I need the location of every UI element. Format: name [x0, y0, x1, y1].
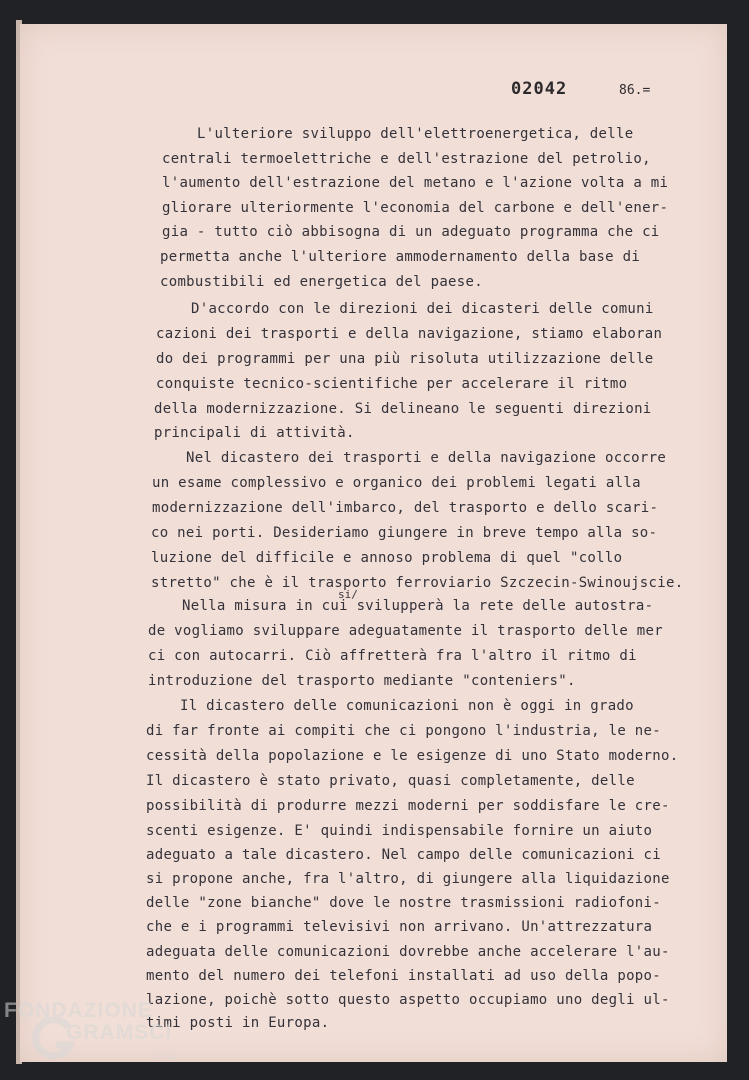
text-line: combustibili ed energetica del paese. — [160, 274, 483, 290]
text-line: si propone anche, fra l'altro, di giungere alla liquidazione — [146, 871, 670, 887]
page-number: 86.= — [619, 83, 651, 98]
text-line: principali di attività. — [154, 425, 355, 441]
text-line: Il dicastero è stato privato, quasi completamente, delle — [146, 773, 635, 789]
text-line: do dei programmi per una più risoluta utilizzazione delle — [156, 351, 654, 367]
text-line: scenti esigenze. E' quindi indispensabile fornire un aiuto — [146, 823, 653, 839]
text-line: delle "zone bianche" dove le nostre trasmissioni radiofoni- — [146, 895, 661, 911]
text-line: D'accordo con le direzioni dei dicasteri delle comuni — [191, 301, 654, 317]
text-line: introduzione del trasporto mediante "conteniers". — [148, 673, 576, 689]
text-line: Nel dicastero dei trasporti e della navigazione occorre — [186, 450, 667, 466]
watermark-suffix: onlus — [154, 1051, 176, 1061]
text-line: luzione del difficile e annoso problema di quel "collo — [151, 550, 623, 566]
watermark-line2: GRAMSCI — [66, 1021, 173, 1044]
document-number: 02042 — [511, 79, 568, 99]
text-line: gia - tutto ciò abbisogna di un adeguato programma che ci — [162, 224, 660, 240]
text-line: che e i programmi televisivi non arrivano. Un'attrezzatura — [146, 919, 653, 935]
text-line: di far fronte ai compiti che ci pongono l'industria, le ne- — [146, 723, 661, 739]
handwritten-insertion: si/ — [338, 588, 358, 601]
text-line: lazione, poichè sotto questo aspetto occupiamo uno degli ul- — [146, 992, 670, 1008]
text-line: ci con autocarri. Ciò affretterà fra l'altro il ritmo di — [148, 648, 637, 664]
text-line: modernizzazione dell'imbarco, del trasporto e dello scari- — [152, 500, 659, 516]
text-line: centrali termoelettriche e dell'estrazione del petrolio, — [162, 151, 651, 167]
fondazione-gramsci-watermark — [4, 993, 194, 1077]
text-line: possibilità di produrre mezzi moderni per soddisfare le cre- — [146, 798, 670, 814]
text-line: Nella misura in cui svilupperà la rete delle autostra- — [182, 598, 654, 614]
text-line: adeguata delle comunicazioni dovrebbe anche accelerare l'au- — [146, 944, 670, 960]
watermark-line1: FONDAZIONE — [4, 999, 153, 1022]
text-line: mento del numero dei telefoni installati ad uso della popo- — [146, 968, 661, 984]
text-line: della modernizzazione. Si delineano le seguenti direzioni — [154, 401, 652, 417]
text-line: cazioni dei trasporti e della navigazione, stiamo elaboran — [156, 326, 663, 342]
text-line: l'aumento dell'estrazione del metano e l'azione volta a mi — [162, 175, 669, 191]
text-line: cessità della popolazione e le esigenze di uno Stato moderno. — [146, 748, 679, 764]
text-line: adeguato a tale dicastero. Nel campo delle comunicazioni ci — [146, 847, 661, 863]
text-line: co nei porti. Desideriamo giungere in breve tempo alla so- — [151, 525, 658, 541]
text-line: timi posti in Europa. — [146, 1015, 330, 1031]
text-line: conquiste tecnico-scientifiche per accelerare il ritmo — [156, 376, 628, 392]
text-line: L'ulteriore sviluppo dell'elettroenergetica, delle — [197, 126, 634, 142]
text-line: permetta anche l'ulteriore ammodernamento della base di — [160, 249, 641, 265]
text-line: Il dicastero delle comunicazioni non è oggi in grado — [180, 698, 634, 714]
text-line: stretto" che è il trasporto ferroviario Szczecin-Swinoujscie. — [151, 575, 684, 591]
text-line: de vogliamo sviluppare adeguatamente il trasporto delle mer — [148, 623, 663, 639]
text-line: gliorare ulteriormente l'economia del carbone e dell'ener- — [162, 200, 669, 216]
text-line: un esame complessivo e organico dei problemi legati alla — [152, 475, 641, 491]
